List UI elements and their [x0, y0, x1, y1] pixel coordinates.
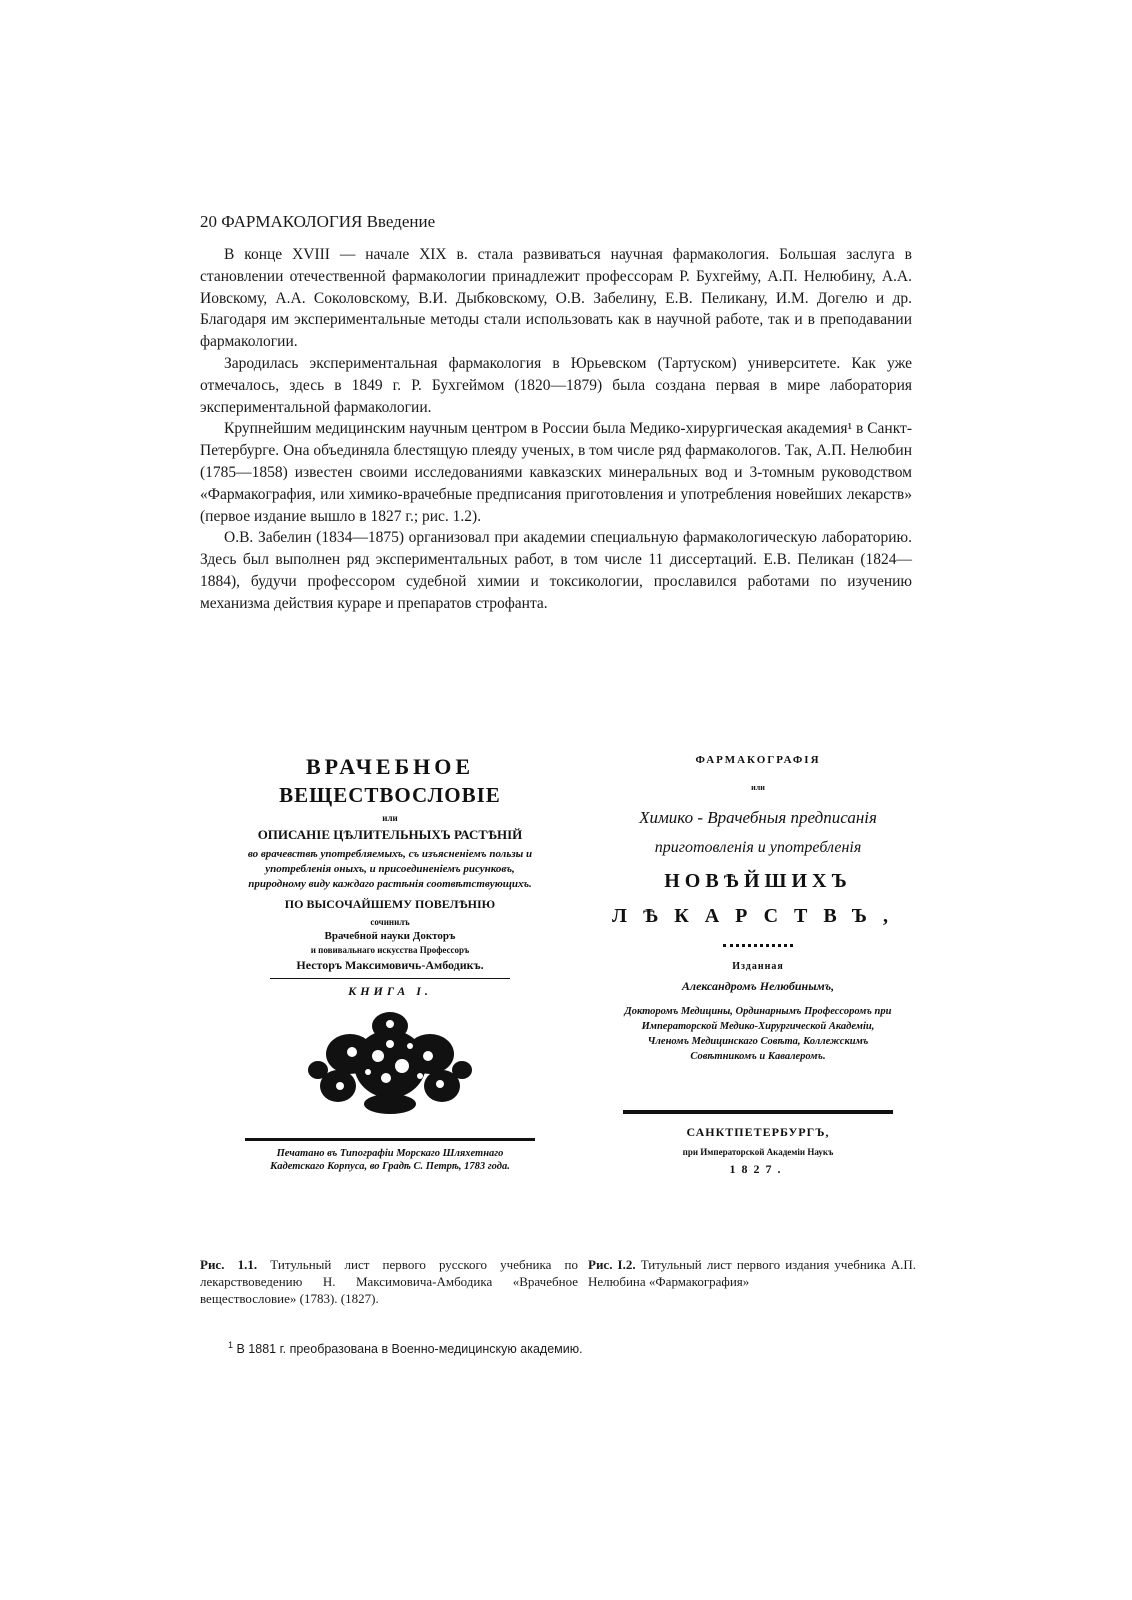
footnote [228, 1340, 908, 1356]
running-head [200, 212, 920, 232]
paragraph-4: О.В. Забелин (1834—1875) организовал при академии специальную фармакологическую лабораторию. Здесь был выполнен ряд экспериментальных работ, в том числе 11 диссертаций. Е.В. Пеликан (1824—1884), будучи профессором судебной химии и токсикологии, прославился работами по изучению механизма действия кураре и препаратов строфанта. [200, 529, 912, 612]
fig2-city: САНКТПЕТЕРБУРГЪ, [686, 1125, 830, 1140]
fig1-title-line1: ВРАЧЕБНОЕ [305, 754, 475, 779]
fig2-author: Александромъ Нелюбинымъ, [681, 979, 835, 994]
fig2-line2: приготовленія и употребленія [654, 839, 862, 857]
fig2-line1: Химико - Врачебныя предписанія [639, 807, 877, 827]
paragraph-1: В конце XVIII — начале XIX в. стала развиваться научная фармакология. Большая заслуга в становлении отечественной фармакологии принадлежит профессорам Р. Бухгейму, А.П. Нелюбину, А.А. Иовскому, А.А. Соколовскому, В.И. Дыбковскому, О.В. Забелину, Е.В. Пеликану, И.М. Догелю и др. Благодаря им экспериментальные методы стали использовать как в научной работе, так и в преподавании фармакологии. [200, 246, 912, 351]
fig1-imprint: Печатано въ Типографіи Морскаго Шляхетнаго Кадетскаго Корпуса, во Градѣ С. Петрѣ, 1783 года. [270, 1148, 510, 1173]
fig2-ili: или [751, 782, 765, 792]
footnote-text: В 1881 г. преобразована в Военно-медицинскую академию. [236, 1342, 583, 1357]
fig2-year: 1827. [729, 1162, 787, 1177]
fig1-professor: и повивальнаго искусства Профессоръ [310, 944, 470, 955]
fig2-title: ФАРМАКОГРАФІЯ [695, 754, 821, 766]
fig1-ili: или [382, 813, 398, 824]
caption-1-text: Титульный лист первого русского учебника по лекарствоведению Н. Максимовича-Амбодика «Врачебное веществословие» (1783). (1827). [200, 1257, 578, 1306]
fig1-rule-bottom [245, 1138, 535, 1141]
caption-figure-1-1 [200, 1256, 578, 1307]
caption-2-label: Рис. I.2. [588, 1257, 636, 1272]
fig2-credentials: Докторомъ Медицины, Ординарнымъ Профессоромъ при Императорской Медико-Хирургической Академіи, Членомъ Медицинскаго Совѣта, Коллежскимъ Совѣтникомъ и Кавалеромъ. [624, 1006, 892, 1063]
caption-figure-1-2 [588, 1256, 916, 1290]
body-text [200, 244, 912, 615]
fig1-decree: ПО ВЫСОЧАЙШЕМУ ПОВЕЛѢНІЮ [284, 896, 496, 911]
paragraph-3: Крупнейшим медицинским научным центром в России была Медико-хирургическая академия¹ в Санкт-Петербурге. Она объединяла блестящую плеяду ученых, в том числе ряд фармакологов. Так, А.П. Нелюбин (1785—1858) известен своими исследованиями кавказских минеральных вод и 3-томным руководством «Фармакография, или химико-врачебные предписания приготовления и употребления новейших лекарств» (первое издание вышло в 1827 г.; рис. 1.2). [200, 420, 912, 525]
fig2-rule [623, 1110, 893, 1114]
fig1-title-line2: ВЕЩЕСТВОСЛОВІЕ [279, 783, 501, 808]
fig2-ornament-rule [723, 944, 793, 947]
fig1-rule-top [270, 978, 510, 979]
caption-1-label: Рис. 1.1. [200, 1257, 258, 1272]
fig1-doctor: Врачебной науки Докторъ [324, 929, 456, 942]
fig1-author: Несторъ Максимовичь-Амбодикъ. [296, 957, 484, 972]
section-title: Введение [366, 212, 436, 231]
caption-2-text: Титульный лист первого издания учебника А.П. Нелюбина «Фармакография» [588, 1257, 916, 1289]
fig1-book: КНИГА I. [348, 983, 432, 998]
paragraph-2: Зародилась экспериментальная фармакология в Юрьевском (Тартуском) университете. Как уже отмечалось, здесь в 1849 г. Р. Бухгеймом (1820—1879) была создана первая в мире лаборатория экспериментальной фармакологии. [200, 354, 912, 416]
fig2-line4: ЛѢКАРСТВЪ, [612, 904, 904, 927]
fig2-published: Изданная [732, 960, 784, 972]
figure-title-page-1 [210, 748, 570, 1226]
fig2-press: при Императорской Академіи Наукъ [682, 1146, 834, 1157]
figure-title-page-2 [590, 748, 926, 1248]
fig1-subtitle: ОПИСАНІЕ ЦѢЛИТЕЛЬНЫХЪ РАСТѢНІЙ [257, 826, 523, 842]
running-title: ФАРМАКОЛОГИЯ [221, 212, 363, 231]
footnote-marker: 1 [228, 1340, 234, 1350]
fig1-composed: сочинилъ [370, 916, 410, 927]
fig2-line3: НОВѢЙШИХЪ [664, 869, 852, 892]
floral-ornament-illustration [290, 1006, 490, 1116]
page-number: 20 [200, 212, 217, 231]
fig1-description: во врачевствѣ употребляемыхъ, съ изъясненіемъ пользы и употребленія оныхъ, и присоединеніемъ рисунковъ, природному виду каждаго растѣнія соотвѣтствующихъ. [247, 847, 533, 890]
